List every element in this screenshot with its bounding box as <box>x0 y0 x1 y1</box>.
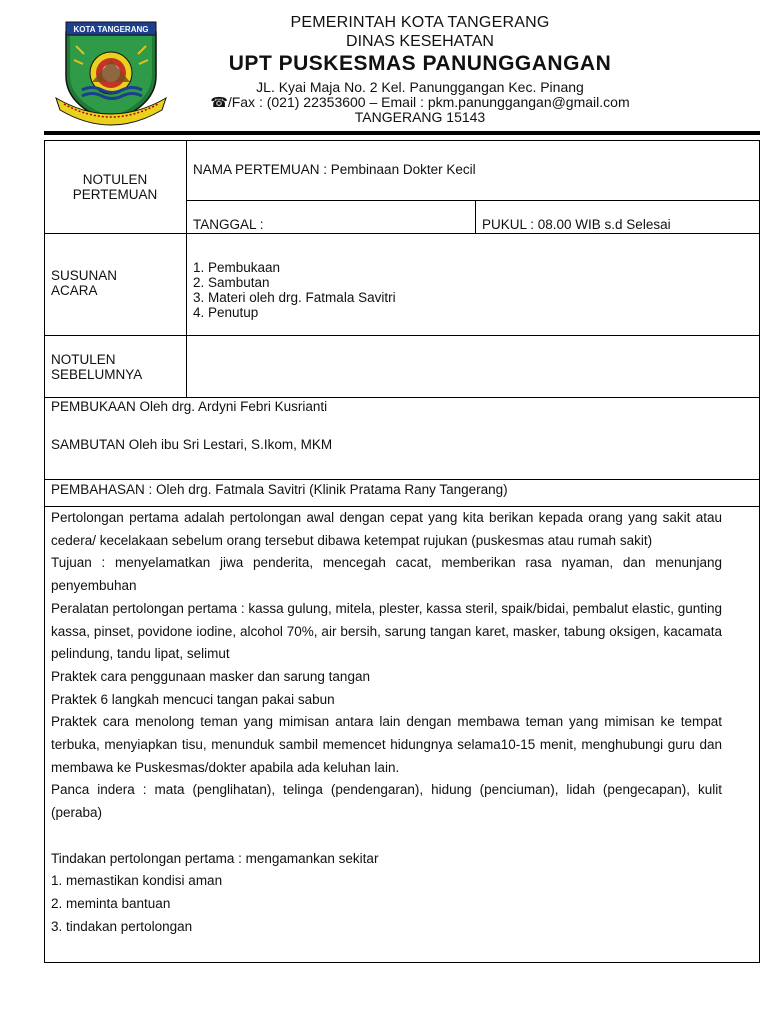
row-rule <box>186 200 760 201</box>
content-paragraph: Praktek cara menolong teman yang mimisan antara lain dengan membawa teman yang mimisan ke tempat terbuka, menyiapkan tisu, menunduk sambil memencet hidungnya selama10-15 menit, menghubungi guru dan membawa ke Puskesmas/dokter apabila ada keluhan lain. <box>51 714 722 775</box>
content-paragraph: Peralatan pertolongan pertama : kassa gulung, mitela, plester, kassa steril, spaik/bidai, pembalut elastic, gunting kassa, pinset, povidone iodine, alcohol 70%, air bersih, sarung tangan karet, masker, tabung oksigen, kacamata pelindung, tandu lipat, selimut <box>51 600 722 662</box>
content-paragraph: Pertolongan pertama adalah pertolongan awal dengan cepat yang kita berikan kepada orang yang sakit atau cedera/ kecelakaan sebelum orang tersebut dibawa ketempat rujukan (puskesmas atau rumah sakit) <box>51 510 722 548</box>
label-column-divider <box>186 140 187 397</box>
content-paragraph: Tujuan : menyelamatkan jiwa penderita, mencegah cacat, memberikan rasa nyaman, dan menunjang penyembuhan <box>51 555 722 594</box>
label-line: NOTULEN <box>51 352 116 367</box>
acara-item: 1. Pembukaan <box>193 260 281 275</box>
content-paragraph: Panca indera : mata (penglihatan), telinga (pendengaran), hidung (penciuman), lidah (pengecapan), kulit (peraba) <box>51 782 722 821</box>
content-list-item: 3. tindakan pertolongan <box>51 918 193 934</box>
notulen-sebelumnya-label <box>51 352 142 382</box>
label-line: SUSUNAN <box>51 268 118 283</box>
content-paragraph: Praktek cara penggunaan masker dan sarung tangan <box>51 668 370 684</box>
header-rule <box>44 131 760 135</box>
content-paragraph: Praktek 6 langkah mencuci tangan pakai sabun <box>51 691 335 707</box>
pembukaan-text: PEMBUKAAN Oleh drg. Ardyni Febri Kusrianti <box>51 399 328 414</box>
acara-item: 4. Penutup <box>193 305 259 320</box>
logo-banner-text: KOTA TANGERANG <box>73 25 149 34</box>
label-line: NOTULEN <box>82 172 148 187</box>
acara-item: 3. Materi oleh drg. Fatmala Savitri <box>193 290 396 305</box>
nama-pertemuan: NAMA PERTEMUAN : Pembinaan Dokter Kecil <box>193 162 476 177</box>
tanggal-field: TANGGAL : <box>193 217 264 232</box>
sambutan-text: SAMBUTAN Oleh ibu Sri Lestari, S.Ikom, MKM <box>51 437 333 452</box>
pukul-field: PUKUL : 08.00 WIB s.d Selesai <box>482 217 671 232</box>
label-line: ACARA <box>51 283 98 298</box>
row-rule <box>44 479 760 480</box>
tanggal-pukul-divider <box>475 200 476 233</box>
kota-tangerang-logo <box>52 18 170 130</box>
pembahasan-text: PEMBAHASAN : Oleh drg. Fatmala Savitri (Klinik Pratama Rany Tangerang) <box>51 482 508 497</box>
content-paragraph: Tindakan pertolongan pertama : mengamankan sekitar <box>51 850 379 866</box>
row-rule <box>44 233 760 234</box>
acara-item: 2. Sambutan <box>193 275 270 290</box>
label-line: SEBELUMNYA <box>51 367 143 382</box>
letterhead-government: PEMERINTAH KOTA TANGERANG <box>290 14 550 31</box>
letterhead-address: JL. Kyai Maja No. 2 Kel. Panunggangan Kec. Pinang <box>256 79 584 95</box>
susunan-acara-label <box>51 268 117 298</box>
discussion-content <box>51 507 722 938</box>
letterhead-title: UPT PUSKESMAS PANUNGGANGAN <box>228 52 612 75</box>
content-list-item: 1. memastikan kondisi aman <box>51 873 223 889</box>
letterhead-city: TANGERANG 15143 <box>354 109 486 125</box>
acara-list <box>193 260 396 320</box>
notulen-pertemuan-label <box>44 172 186 202</box>
content-spacer <box>51 825 722 848</box>
row-rule <box>44 335 760 336</box>
letterhead-department: DINAS KESEHATAN <box>346 33 494 50</box>
content-list-item: 2. meminta bantuan <box>51 895 171 911</box>
label-line: PERTEMUAN <box>72 187 158 202</box>
row-rule <box>44 397 760 398</box>
letterhead-contact: ☎/Fax : (021) 22353600 – Email : pkm.panunggangan@gmail.com <box>210 94 630 110</box>
